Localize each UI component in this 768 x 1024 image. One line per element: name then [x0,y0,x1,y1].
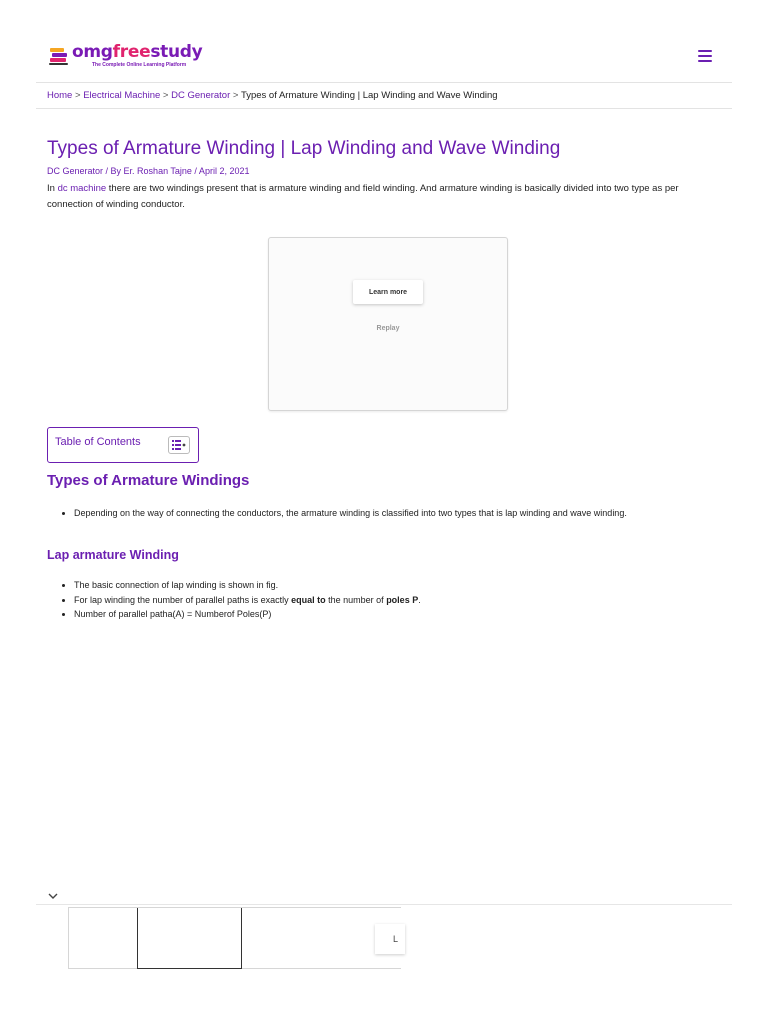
types-bullet-list [60,506,720,521]
logo-name-omg: omg [72,42,113,62]
meta-category-link[interactable]: DC Generator [47,166,104,176]
breadcrumb-home[interactable]: Home [47,90,73,101]
list-item: • Number of parallel patha(A) = Numberof Poles(P) [74,607,720,622]
replay-button[interactable]: Replay [376,325,400,332]
intro-paragraph [47,181,721,213]
list-item-text: For lap winding the number of parallel paths is exactly [74,594,292,605]
toc-title: Table of Contents [55,436,141,448]
section-heading-types: Types of Armature Windings [47,472,250,489]
dc-machine-link[interactable]: dc machine [57,183,107,194]
logo-name-study: study [150,42,203,62]
meta-author-date: / By Er. Roshan Tajne / April 2, 2021 [105,166,250,176]
breadcrumb-current: Types of Armature Winding | Lap Winding and Wave Winding [240,90,498,101]
hamburger-icon[interactable] [698,50,712,64]
list-toggle-icon[interactable] [168,436,190,454]
breadcrumb-dc-generator[interactable]: DC Generator [171,90,231,101]
list-item: • The basic connection of lap winding is shown in fig. [74,578,720,593]
list-item-bold: equal to [291,594,326,605]
book-stack-icon [48,45,70,67]
list-item: • Depending on the way of connecting the conductors, the armature winding is classified into two types that is lap winding and wave winding. [74,506,720,521]
list-item-text: . [418,594,421,605]
list-item [74,593,720,608]
breadcrumb-electrical-machine[interactable]: Electrical Machine [83,90,161,101]
breadcrumb-separator: > [232,90,239,101]
section-heading-lap: Lap armature Winding [47,548,179,562]
video-ad-placeholder[interactable] [268,237,508,411]
site-header [36,34,732,83]
breadcrumb-separator: > [74,90,81,101]
breadcrumb [36,82,732,109]
article-content [47,136,721,223]
breadcrumb-separator: > [162,90,169,101]
bottom-ad-banner[interactable] [68,907,401,969]
logo-tagline: The Complete Online Learning Platform [92,62,187,68]
list-item-bold: poles P [386,594,419,605]
site-logo[interactable] [48,44,202,68]
post-meta [47,166,721,176]
list-item-text: the number of [325,594,387,605]
page-title: Types of Armature Winding | Lap Winding and Wave Winding [47,138,561,159]
intro-text: there are two windings present that is armature winding and field winding. And armature winding is basically divided into two type as per connection of winding conductor. [47,183,679,210]
chevron-down-icon[interactable] [47,891,59,901]
bottom-ad-button[interactable]: L [375,924,405,954]
lap-bullet-list [60,578,720,622]
learn-more-button[interactable]: Learn more [353,280,423,304]
divider [36,904,732,905]
logo-name-free: free [112,42,151,62]
intro-text: In [47,183,58,194]
table-of-contents [47,427,199,463]
bottom-ad-frame [137,908,242,969]
